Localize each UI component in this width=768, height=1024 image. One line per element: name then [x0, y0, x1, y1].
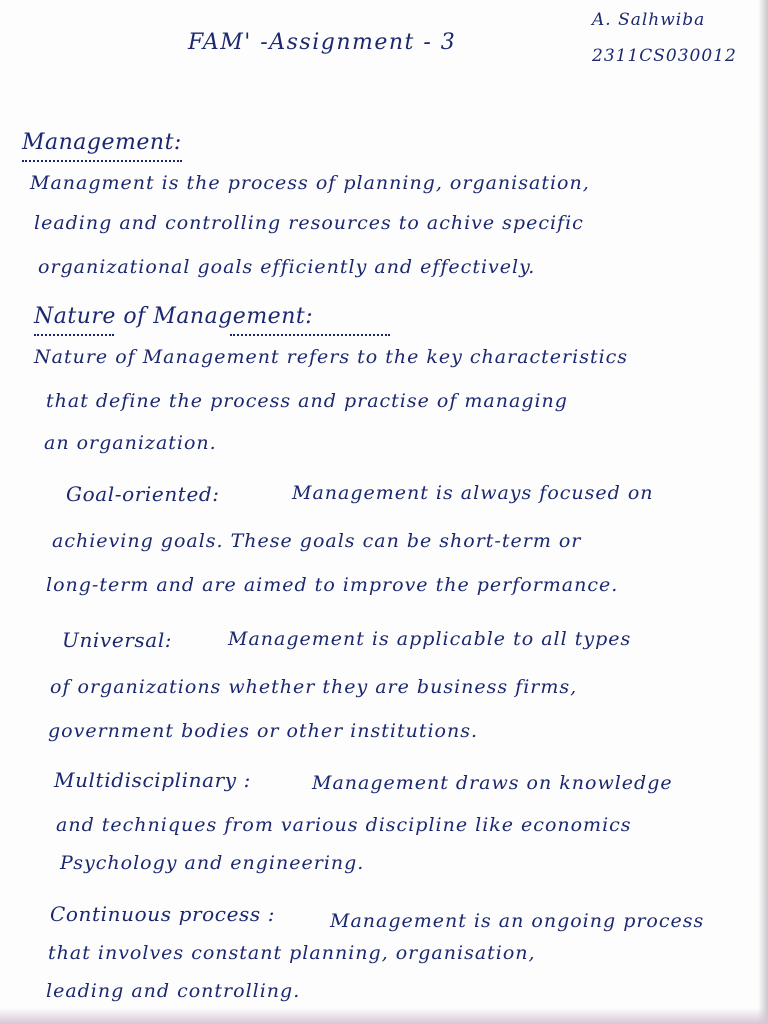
nature-heading: Nature of Management:: [34, 304, 314, 329]
point-universal-term: Universal:: [62, 628, 173, 652]
student-name: A. Salhwiba: [592, 10, 706, 30]
point-continuous-process-line-3: leading and controlling.: [46, 980, 301, 1002]
nature-heading-underline-2: [230, 334, 390, 336]
management-line-2: leading and controlling resources to achive specific: [34, 212, 584, 234]
point-universal-line-1: Management is applicable to all types: [228, 628, 632, 650]
point-multidisciplinary-term: Multidisciplinary :: [54, 768, 252, 792]
nature-line-3: an organization.: [44, 432, 217, 454]
point-goal-oriented-line-3: long-term and are aimed to improve the performance.: [46, 574, 619, 596]
nature-heading-underline-1: [34, 334, 114, 336]
point-universal-line-3: government bodies or other institutions.: [48, 720, 479, 742]
point-goal-oriented-line-1: Management is always focused on: [292, 482, 654, 504]
point-goal-oriented-line-2: achieving goals. These goals can be short-term or: [52, 530, 582, 552]
assignment-title: FAM' -Assignment - 3: [188, 30, 457, 55]
point-continuous-process-line-1: Management is an ongoing process: [330, 910, 705, 932]
nature-line-2: that define the process and practise of managing: [46, 390, 568, 412]
management-line-3: organizational goals efficiently and effectively.: [38, 256, 536, 278]
page-bottom-edge: [0, 1008, 768, 1024]
point-multidisciplinary-line-3: Psychology and engineering.: [60, 852, 365, 874]
point-multidisciplinary-line-2: and techniques from various discipline like economics: [56, 814, 632, 836]
page-edge-shadow: [758, 0, 768, 1024]
management-line-1: Managment is the process of planning, organisation,: [30, 172, 590, 194]
management-heading-underline: [22, 160, 182, 162]
nature-line-1: Nature of Management refers to the key characteristics: [34, 346, 629, 368]
management-heading: Management:: [22, 130, 182, 155]
point-universal-line-2: of organizations whether they are business firms,: [50, 676, 578, 698]
point-continuous-process-term: Continuous process :: [50, 902, 276, 926]
point-continuous-process-line-2: that involves constant planning, organisation,: [48, 942, 536, 964]
student-roll-number: 2311CS030012: [592, 46, 737, 66]
point-multidisciplinary-line-1: Management draws on knowledge: [312, 772, 673, 794]
point-goal-oriented-term: Goal-oriented:: [66, 482, 220, 506]
